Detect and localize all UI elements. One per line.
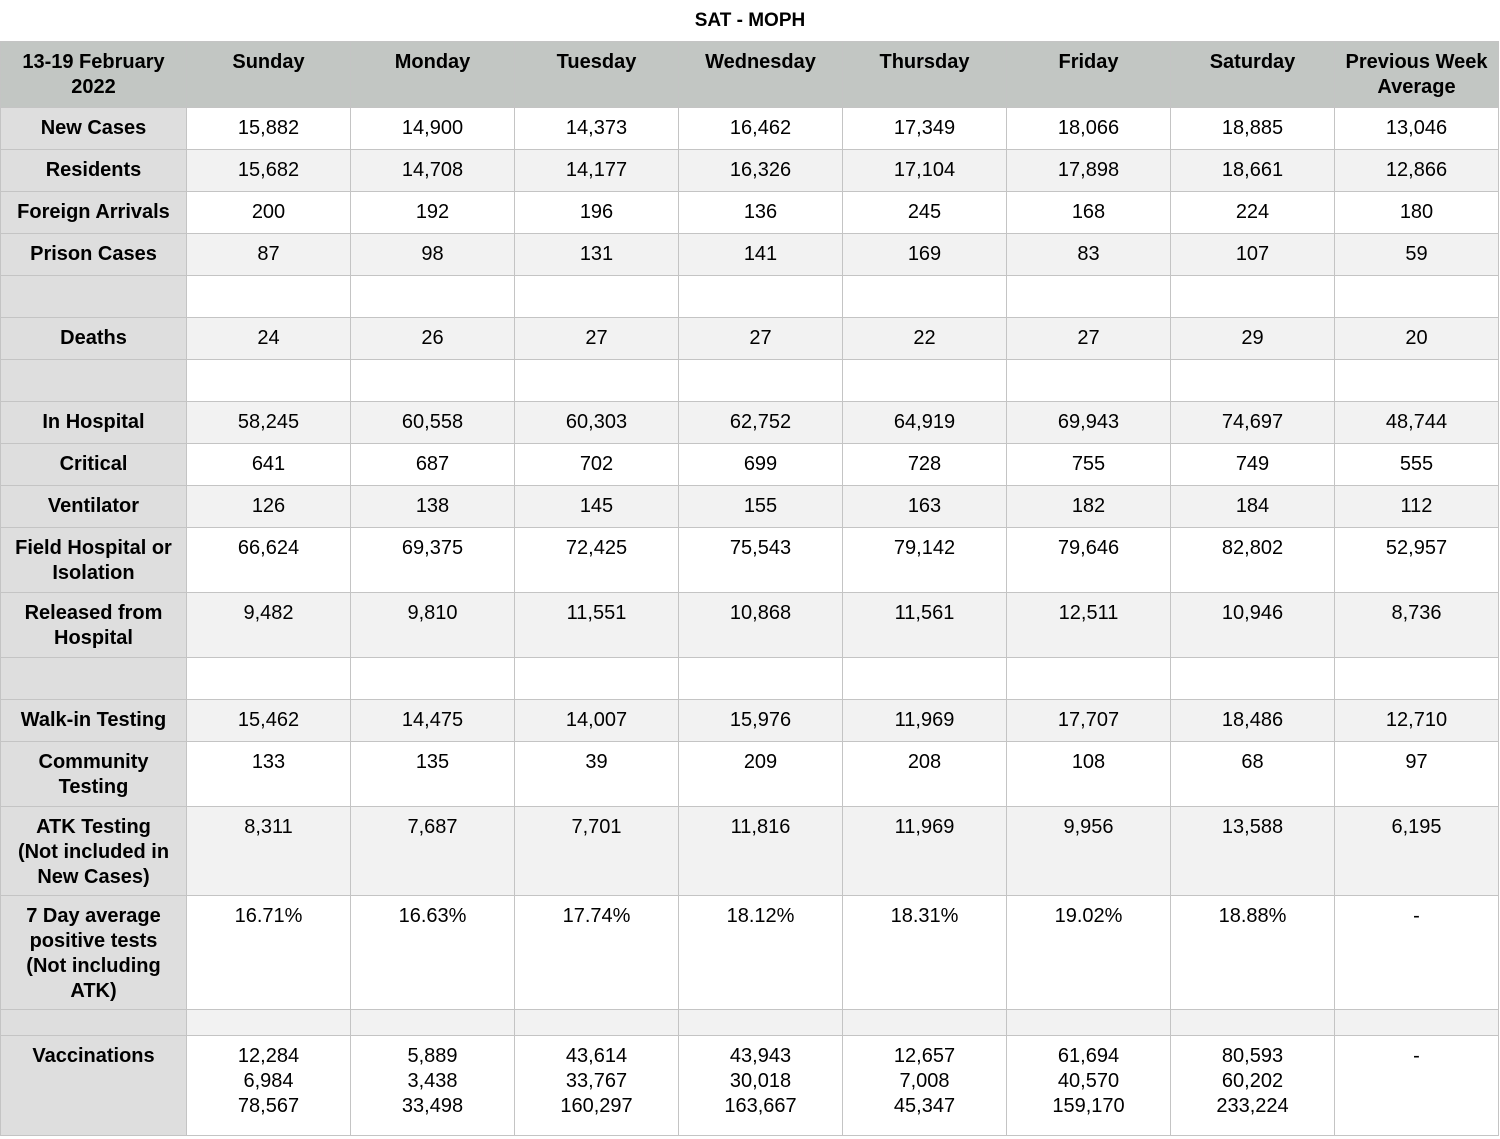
- table-cell: [351, 276, 515, 318]
- table-row: [1, 318, 1499, 360]
- row-label: Released from Hospital: [1, 593, 187, 658]
- table-cell: [843, 276, 1007, 318]
- table-cell: 18.31%: [843, 896, 1007, 1010]
- table-cell: [351, 658, 515, 700]
- table-cell: [515, 360, 679, 402]
- table-cell: 20: [1335, 318, 1499, 360]
- table-cell: 15,682: [187, 150, 351, 192]
- table-cell: [679, 1010, 843, 1036]
- table-cell: 17,104: [843, 150, 1007, 192]
- table-cell: 52,957: [1335, 528, 1499, 593]
- row-label: New Cases: [1, 108, 187, 150]
- table-cell: 11,969: [843, 700, 1007, 742]
- table-cell: 13,588: [1171, 807, 1335, 896]
- table-cell: 131: [515, 234, 679, 276]
- row-label: Foreign Arrivals: [1, 192, 187, 234]
- table-cell: 7,701: [515, 807, 679, 896]
- table-cell: 133: [187, 742, 351, 807]
- table-cell: 98: [351, 234, 515, 276]
- table-cell: [515, 1010, 679, 1036]
- table-cell: 17.74%: [515, 896, 679, 1010]
- day-header-monday: Monday: [351, 42, 515, 108]
- table-cell: 62,752: [679, 402, 843, 444]
- table-cell: 208: [843, 742, 1007, 807]
- table-cell: 196: [515, 192, 679, 234]
- table-cell: 74,697: [1171, 402, 1335, 444]
- table-cell: 9,482: [187, 593, 351, 658]
- table-cell: 22: [843, 318, 1007, 360]
- table-cell: 16.63%: [351, 896, 515, 1010]
- table-cell: 138: [351, 486, 515, 528]
- table-cell: 641: [187, 444, 351, 486]
- table-cell: 12,657 7,008 45,347: [843, 1036, 1007, 1136]
- table-cell: 15,462: [187, 700, 351, 742]
- table-cell: 11,969: [843, 807, 1007, 896]
- row-label: Critical: [1, 444, 187, 486]
- spacer-row: [1, 1010, 1499, 1036]
- day-header-friday: Friday: [1007, 42, 1171, 108]
- covid-stats-table: [0, 41, 1499, 1136]
- table-cell: [1007, 1010, 1171, 1036]
- table-cell: [1171, 276, 1335, 318]
- table-cell: 17,707: [1007, 700, 1171, 742]
- table-cell: 14,475: [351, 700, 515, 742]
- table-cell: 136: [679, 192, 843, 234]
- table-cell: 97: [1335, 742, 1499, 807]
- table-cell: 26: [351, 318, 515, 360]
- table-cell: [1007, 276, 1171, 318]
- row-label: Vaccinations: [1, 1036, 187, 1136]
- day-header-thursday: Thursday: [843, 42, 1007, 108]
- table-row: [1, 150, 1499, 192]
- row-label: [1, 276, 187, 318]
- table-cell: 60,558: [351, 402, 515, 444]
- table-cell: [1335, 658, 1499, 700]
- table-cell: 108: [1007, 742, 1171, 807]
- table-cell: [187, 658, 351, 700]
- row-label: [1, 360, 187, 402]
- table-cell: 68: [1171, 742, 1335, 807]
- table-cell: 10,868: [679, 593, 843, 658]
- table-cell: 66,624: [187, 528, 351, 593]
- table-cell: 8,736: [1335, 593, 1499, 658]
- table-cell: 749: [1171, 444, 1335, 486]
- table-cell: 18,661: [1171, 150, 1335, 192]
- table-cell: 79,646: [1007, 528, 1171, 593]
- table-cell: 141: [679, 234, 843, 276]
- table-cell: 14,708: [351, 150, 515, 192]
- table-cell: 135: [351, 742, 515, 807]
- table-cell: [1335, 360, 1499, 402]
- table-cell: [351, 360, 515, 402]
- row-label: Community Testing: [1, 742, 187, 807]
- table-cell: 58,245: [187, 402, 351, 444]
- spacer-row: [1, 360, 1499, 402]
- table-cell: 10,946: [1171, 593, 1335, 658]
- table-cell: 17,349: [843, 108, 1007, 150]
- table-row: [1, 108, 1499, 150]
- day-header-wednesday: Wednesday: [679, 42, 843, 108]
- table-cell: 27: [1007, 318, 1171, 360]
- table-cell: 39: [515, 742, 679, 807]
- table-cell: 180: [1335, 192, 1499, 234]
- table-cell: -: [1335, 1036, 1499, 1136]
- table-cell: 145: [515, 486, 679, 528]
- table-cell: [1007, 360, 1171, 402]
- table-cell: 126: [187, 486, 351, 528]
- table-cell: 14,900: [351, 108, 515, 150]
- table-cell: 18,486: [1171, 700, 1335, 742]
- table-cell: 687: [351, 444, 515, 486]
- table-cell: 155: [679, 486, 843, 528]
- table-cell: 64,919: [843, 402, 1007, 444]
- table-cell: 27: [515, 318, 679, 360]
- table-cell: [679, 658, 843, 700]
- row-label: Deaths: [1, 318, 187, 360]
- table-cell: 107: [1171, 234, 1335, 276]
- table-cell: [679, 276, 843, 318]
- day-header-tuesday: Tuesday: [515, 42, 679, 108]
- table-cell: 5,889 3,438 33,498: [351, 1036, 515, 1136]
- table-cell: 163: [843, 486, 1007, 528]
- table-cell: 13,046: [1335, 108, 1499, 150]
- table-cell: 245: [843, 192, 1007, 234]
- table-cell: 27: [679, 318, 843, 360]
- table-cell: 14,177: [515, 150, 679, 192]
- table-cell: 555: [1335, 444, 1499, 486]
- table-cell: [843, 360, 1007, 402]
- day-header-sunday: Sunday: [187, 42, 351, 108]
- table-cell: 60,303: [515, 402, 679, 444]
- table-cell: 83: [1007, 234, 1171, 276]
- table-cell: 48,744: [1335, 402, 1499, 444]
- table-cell: 192: [351, 192, 515, 234]
- table-cell: [679, 360, 843, 402]
- table-cell: 43,614 33,767 160,297: [515, 1036, 679, 1136]
- table-cell: 9,810: [351, 593, 515, 658]
- table-cell: 16,326: [679, 150, 843, 192]
- table-cell: 12,511: [1007, 593, 1171, 658]
- table-cell: 29: [1171, 318, 1335, 360]
- table-cell: [1171, 360, 1335, 402]
- table-cell: [1171, 658, 1335, 700]
- table-cell: 17,898: [1007, 150, 1171, 192]
- table-row: [1, 486, 1499, 528]
- table-cell: 69,375: [351, 528, 515, 593]
- table-cell: 169: [843, 234, 1007, 276]
- table-cell: 79,142: [843, 528, 1007, 593]
- table-cell: 72,425: [515, 528, 679, 593]
- table-cell: 82,802: [1171, 528, 1335, 593]
- table-cell: 12,866: [1335, 150, 1499, 192]
- table-row: [1, 192, 1499, 234]
- table-cell: [1335, 1010, 1499, 1036]
- table-title: SAT - MOPH: [694, 10, 806, 31]
- table-cell: 19.02%: [1007, 896, 1171, 1010]
- spacer-row: [1, 658, 1499, 700]
- table-cell: 112: [1335, 486, 1499, 528]
- table-cell: 16,462: [679, 108, 843, 150]
- table-cell: 11,816: [679, 807, 843, 896]
- table-cell: [1171, 1010, 1335, 1036]
- table-cell: 59: [1335, 234, 1499, 276]
- table-cell: 18.88%: [1171, 896, 1335, 1010]
- table-cell: 16.71%: [187, 896, 351, 1010]
- table-cell: [351, 1010, 515, 1036]
- table-cell: [187, 1010, 351, 1036]
- table-cell: 11,551: [515, 593, 679, 658]
- row-label: Prison Cases: [1, 234, 187, 276]
- row-label: [1, 658, 187, 700]
- table-row: [1, 742, 1499, 807]
- table-cell: 12,284 6,984 78,567: [187, 1036, 351, 1136]
- table-cell: 69,943: [1007, 402, 1171, 444]
- row-label: In Hospital: [1, 402, 187, 444]
- row-label: Field Hospital or Isolation: [1, 528, 187, 593]
- table-cell: 182: [1007, 486, 1171, 528]
- table-row: [1, 444, 1499, 486]
- table-row: [1, 593, 1499, 658]
- row-label: [1, 1010, 187, 1036]
- table-cell: 184: [1171, 486, 1335, 528]
- table-cell: [1007, 658, 1171, 700]
- table-cell: 699: [679, 444, 843, 486]
- table-cell: 755: [1007, 444, 1171, 486]
- row-label: ATK Testing (Not included in New Cases): [1, 807, 187, 896]
- table-cell: 15,882: [187, 108, 351, 150]
- row-label: Walk-in Testing: [1, 700, 187, 742]
- table-cell: 24: [187, 318, 351, 360]
- table-row: [1, 402, 1499, 444]
- table-cell: 168: [1007, 192, 1171, 234]
- row-label: Ventilator: [1, 486, 187, 528]
- table-row: [1, 700, 1499, 742]
- table-cell: 15,976: [679, 700, 843, 742]
- header-row: [1, 42, 1499, 108]
- table-cell: 18,885: [1171, 108, 1335, 150]
- row-label: 7 Day average positive tests (Not including ATK): [1, 896, 187, 1010]
- table-cell: [187, 276, 351, 318]
- period-header: 13-19 February 2022: [1, 42, 187, 108]
- table-cell: 224: [1171, 192, 1335, 234]
- table-cell: 200: [187, 192, 351, 234]
- table-cell: 209: [679, 742, 843, 807]
- table-cell: 75,543: [679, 528, 843, 593]
- table-cell: 61,694 40,570 159,170: [1007, 1036, 1171, 1136]
- table-cell: 8,311: [187, 807, 351, 896]
- table-cell: 702: [515, 444, 679, 486]
- table-cell: 9,956: [1007, 807, 1171, 896]
- table-cell: [1335, 276, 1499, 318]
- table-row: [1, 896, 1499, 1010]
- row-label: Residents: [1, 150, 187, 192]
- table-cell: 80,593 60,202 233,224: [1171, 1036, 1335, 1136]
- table-cell: [843, 1010, 1007, 1036]
- table-cell: 14,007: [515, 700, 679, 742]
- table-row: [1, 528, 1499, 593]
- table-cell: 7,687: [351, 807, 515, 896]
- table-cell: 6,195: [1335, 807, 1499, 896]
- table-cell: [187, 360, 351, 402]
- table-cell: 87: [187, 234, 351, 276]
- table-cell: -: [1335, 896, 1499, 1010]
- table-row: [1, 807, 1499, 896]
- table-cell: 18.12%: [679, 896, 843, 1010]
- table-cell: 11,561: [843, 593, 1007, 658]
- previous-week-average-header: Previous Week Average: [1335, 42, 1499, 108]
- table-cell: [843, 658, 1007, 700]
- day-header-saturday: Saturday: [1171, 42, 1335, 108]
- table-cell: [515, 276, 679, 318]
- table-cell: 14,373: [515, 108, 679, 150]
- table-cell: 43,943 30,018 163,667: [679, 1036, 843, 1136]
- table-row-vaccinations: [1, 1036, 1499, 1136]
- table-cell: [515, 658, 679, 700]
- table-cell: 18,066: [1007, 108, 1171, 150]
- table-cell: 728: [843, 444, 1007, 486]
- table-row: [1, 234, 1499, 276]
- spacer-row: [1, 276, 1499, 318]
- table-cell: 12,710: [1335, 700, 1499, 742]
